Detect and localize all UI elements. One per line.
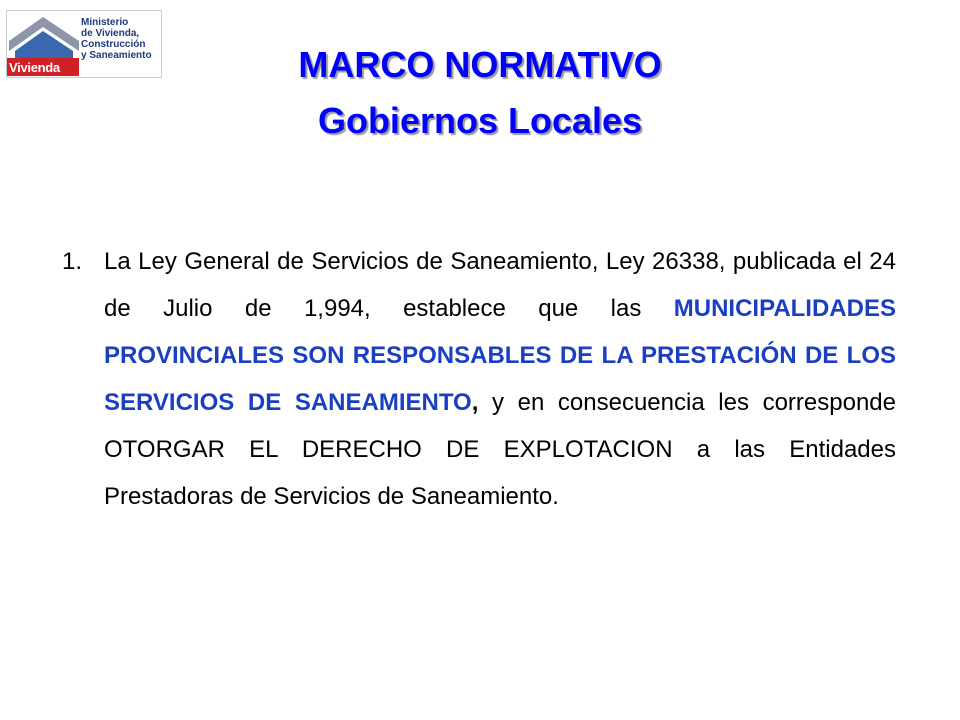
slide-subtitle: Gobiernos Locales: [317, 100, 643, 141]
list-item-text: [104, 238, 896, 520]
logo-line: de Vivienda,: [81, 28, 140, 39]
list-item: [62, 238, 896, 520]
logo-line: Ministerio: [81, 17, 129, 28]
slide-title: MARCO NORMATIVO: [298, 44, 662, 85]
text-part-2: y en consecuencia les corresponde OTORGAR EL DERECHO DE EXPLOTACION a las Entidades Prestadoras de Servicios de Saneamiento.: [104, 389, 896, 510]
highlighted-text: MUNICIPALIDADES PROVINCIALES SON RESPONSABLES DE LA PRESTACIÓN DE LOS SERVICIOS DE SANEAMIENTO: [104, 295, 896, 416]
numbered-list: [62, 238, 896, 520]
logo-line: Construcción: [81, 39, 146, 50]
logo-line: y Saneamiento: [81, 50, 152, 61]
list-item-number: 1.: [62, 248, 83, 275]
logo-brand-word: Vivienda: [9, 60, 60, 75]
text-comma: ,: [471, 389, 479, 416]
text-part-1: La Ley General de Servicios de Saneamiento, Ley 26338, publicada el 24 de Julio de 1,994, establece que las: [104, 248, 896, 322]
